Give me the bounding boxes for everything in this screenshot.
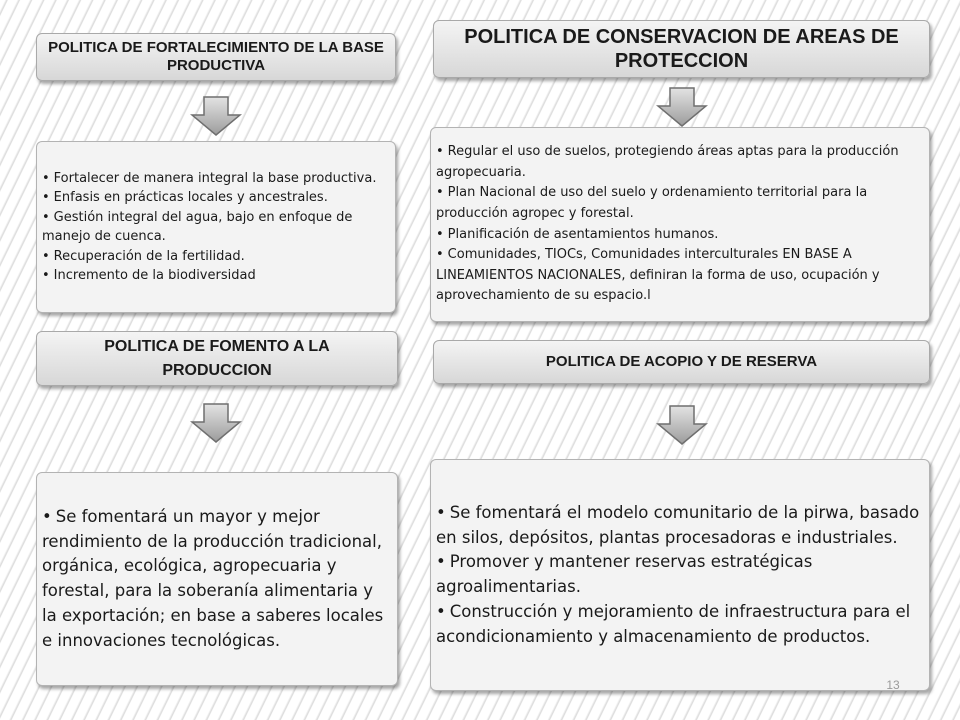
title-acopio	[433, 340, 930, 384]
bullet-icon: •	[436, 247, 444, 263]
list-item: • Incremento de la biodiversidad	[42, 268, 256, 283]
list-fortalecimiento	[42, 169, 389, 286]
bullet-icon: •	[436, 502, 446, 522]
list-item: • Regular el uso de suelos, protegiendo áreas aptas para la producción agropecuaria.	[436, 144, 899, 180]
list-item: • Gestión integral del agua, bajo en enfoque de manejo de cuenca.	[42, 209, 353, 244]
content-fomento	[36, 472, 398, 686]
list-item: • Fortalecer de manera integral la base productiva.	[42, 170, 377, 186]
content-fortalecimiento	[36, 141, 396, 313]
title-acopio-text: POLITICA DE ACOPIO Y DE RESERVA	[545, 353, 818, 370]
bullet-icon: •	[436, 552, 446, 572]
bullet-icon: •	[42, 268, 50, 283]
down-arrow-icon	[190, 402, 242, 444]
down-arrow-icon	[656, 404, 708, 446]
bullet-icon: •	[42, 209, 50, 225]
bullet-icon: •	[42, 248, 50, 264]
list-conservacion	[436, 142, 923, 306]
list-item: • Enfasis en prácticas locales y ancestrales.	[42, 190, 328, 205]
title-conservacion-text: POLITICA DE CONSERVACION DE AREAS DE PROTECCION	[464, 26, 899, 72]
list-item: • Comunidades, TIOCs, Comunidades interculturales EN BASE A LINEAMIENTOS NACIONALES, definiran la forma de uso, ocupación y aprovechamiento de su espacio.l	[436, 247, 880, 304]
content-conservacion	[430, 127, 930, 322]
list-item: • Planificación de asentamientos humanos.	[436, 226, 719, 242]
title-fomento-text: POLITICA DE FOMENTO A LA PRODUCCION	[104, 338, 330, 379]
list-item: • Plan Nacional de uso del suelo y ordenamiento territorial para la producción agropec y forestal.	[436, 185, 868, 221]
down-arrow-icon	[190, 95, 242, 137]
bullet-icon: •	[436, 601, 446, 621]
bullet-icon: •	[42, 506, 52, 526]
bullet-icon: •	[436, 226, 444, 242]
bullet-icon: •	[436, 144, 444, 160]
list-fomento	[42, 505, 391, 654]
title-fortalecimiento-text: POLITICA DE FORTALECIMIENTO DE LA BASE PRODUCTIVA	[48, 39, 384, 74]
page-number: 13	[886, 678, 900, 692]
bullet-icon: •	[436, 185, 444, 201]
title-fomento	[36, 331, 398, 386]
down-arrow-icon	[656, 86, 708, 128]
list-item: • Construcción y mejoramiento de infraestructura para el acondicionamiento y almacenamiento de productos.	[436, 601, 911, 646]
list-item: • Se fomentará el modelo comunitario de la pirwa, basado en silos, depósitos, plantas procesadoras e industriales.	[436, 502, 920, 547]
content-acopio	[430, 459, 930, 691]
list-item: • Se fomentará un mayor y mejor rendimiento de la producción tradicional, orgánica, ecológica, agropecuaria y forestal, para la soberanía alimentaria y la exportación; en base a saberes locales e innovaciones tecnológicas.	[42, 506, 384, 650]
list-acopio	[436, 501, 923, 650]
bullet-icon: •	[42, 170, 50, 186]
list-item: • Promover y mantener reservas estratégicas agroalimentarias.	[436, 552, 813, 596]
title-conservacion	[433, 20, 930, 78]
title-fortalecimiento	[36, 33, 396, 81]
list-item: • Recuperación de la fertilidad.	[42, 248, 245, 264]
bullet-icon: •	[42, 190, 50, 205]
